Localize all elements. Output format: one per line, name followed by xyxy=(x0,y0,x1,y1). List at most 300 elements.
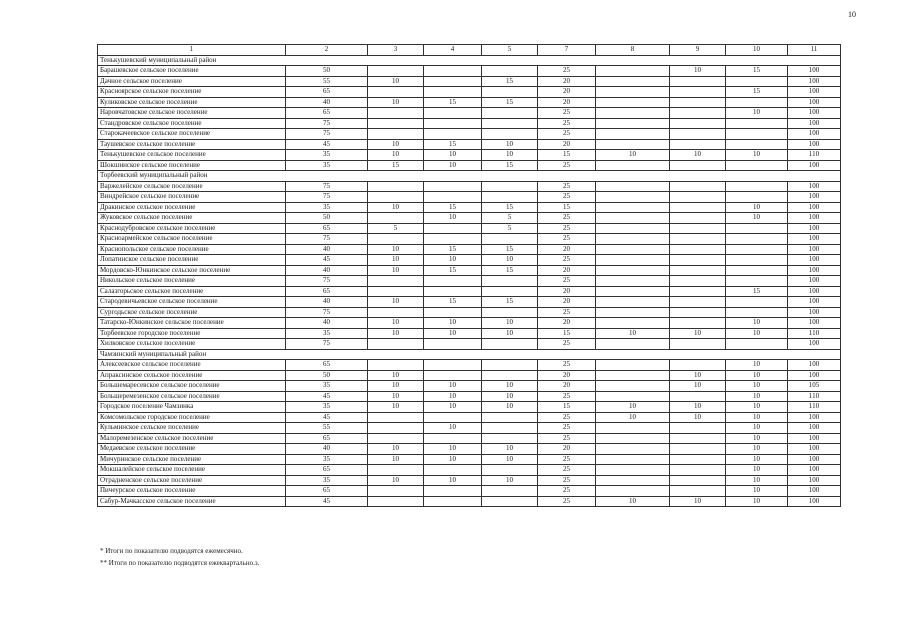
table-cell: 25 xyxy=(538,391,596,402)
table-cell xyxy=(670,433,726,444)
table-cell: 10 xyxy=(726,465,788,476)
table-cell: 10 xyxy=(482,444,538,455)
table-cell: 100 xyxy=(788,423,841,434)
table-cell: 15 xyxy=(538,150,596,161)
settlement-name: Дракинское сельское поселение xyxy=(98,202,286,213)
table-cell xyxy=(596,76,670,87)
table-cell xyxy=(596,297,670,308)
table-cell: 100 xyxy=(788,412,841,423)
settlement-name: Большемаресевское сельское поселение xyxy=(98,381,286,392)
table-row xyxy=(98,286,841,297)
header-cell: 7 xyxy=(538,45,596,56)
table-cell: 10 xyxy=(726,433,788,444)
table-cell xyxy=(726,234,788,245)
table-cell: 75 xyxy=(286,118,368,129)
table-cell: 50 xyxy=(286,213,368,224)
table-row xyxy=(98,465,841,476)
table-cell xyxy=(424,496,482,507)
header-cell: 9 xyxy=(670,45,726,56)
header-cell: 10 xyxy=(726,45,788,56)
settlement-name: Городское поселение Чамзинка xyxy=(98,402,286,413)
table-cell: 10 xyxy=(368,202,424,213)
table-cell: 100 xyxy=(788,234,841,245)
region-row xyxy=(98,349,841,360)
table-cell: 105 xyxy=(788,381,841,392)
table-cell: 40 xyxy=(286,444,368,455)
table-cell: 15 xyxy=(482,202,538,213)
table-cell xyxy=(670,202,726,213)
table-row xyxy=(98,192,841,203)
table-row xyxy=(98,496,841,507)
table-cell: 75 xyxy=(286,234,368,245)
table-cell xyxy=(726,129,788,140)
settlement-name: Торбеевское городское поселение xyxy=(98,328,286,339)
table-cell: 10 xyxy=(726,391,788,402)
table-cell xyxy=(596,423,670,434)
table-cell: 10 xyxy=(726,475,788,486)
table-cell: 10 xyxy=(368,328,424,339)
table-cell: 100 xyxy=(788,223,841,234)
table-cell: 100 xyxy=(788,444,841,455)
settlement-name: Алексеевское сельское поселение xyxy=(98,360,286,371)
table-row xyxy=(98,129,841,140)
table-cell: 15 xyxy=(482,244,538,255)
table-cell xyxy=(424,76,482,87)
table-cell: 110 xyxy=(788,391,841,402)
table-cell xyxy=(670,234,726,245)
table-cell: 25 xyxy=(538,181,596,192)
table-cell xyxy=(596,433,670,444)
table-cell: 15 xyxy=(538,402,596,413)
table-cell: 65 xyxy=(286,286,368,297)
table-cell xyxy=(726,265,788,276)
table-cell: 15 xyxy=(482,76,538,87)
table-cell: 15 xyxy=(538,202,596,213)
table-cell: 25 xyxy=(538,475,596,486)
table-cell: 110 xyxy=(788,402,841,413)
table-cell xyxy=(670,97,726,108)
header-cell: 1 xyxy=(98,45,286,56)
table-cell xyxy=(368,486,424,497)
table-cell: 10 xyxy=(368,97,424,108)
table-cell xyxy=(596,486,670,497)
table-cell: 25 xyxy=(538,423,596,434)
table-cell: 75 xyxy=(286,129,368,140)
table-cell xyxy=(670,297,726,308)
table-cell: 40 xyxy=(286,265,368,276)
table-cell: 45 xyxy=(286,412,368,423)
settlement-name: Краснопольское сельское поселение xyxy=(98,244,286,255)
table-cell xyxy=(596,108,670,119)
table-cell: 25 xyxy=(538,223,596,234)
table-row xyxy=(98,328,841,339)
table-cell: 65 xyxy=(286,433,368,444)
table-cell xyxy=(424,286,482,297)
table-cell: 100 xyxy=(788,475,841,486)
table-cell: 10 xyxy=(726,423,788,434)
table-cell xyxy=(726,118,788,129)
table-row xyxy=(98,486,841,497)
table-cell: 100 xyxy=(788,139,841,150)
table-cell: 100 xyxy=(788,97,841,108)
table-row xyxy=(98,76,841,87)
table-cell xyxy=(368,307,424,318)
table-cell xyxy=(596,265,670,276)
table-cell xyxy=(596,139,670,150)
table-cell: 10 xyxy=(670,66,726,77)
settlement-name: Виндрейское сельское поселение xyxy=(98,192,286,203)
table-cell: 40 xyxy=(286,318,368,329)
settlement-name: Красноярское сельское поселение xyxy=(98,87,286,98)
table-cell: 10 xyxy=(596,150,670,161)
table-cell: 25 xyxy=(538,486,596,497)
settlement-name: Малоремезенское сельское поселение xyxy=(98,433,286,444)
table-cell xyxy=(424,465,482,476)
table-cell: 15 xyxy=(424,297,482,308)
table-cell: 10 xyxy=(424,160,482,171)
table-cell: 10 xyxy=(482,391,538,402)
table-cell xyxy=(596,318,670,329)
table-cell xyxy=(726,76,788,87)
table-cell xyxy=(596,66,670,77)
table-row xyxy=(98,433,841,444)
table-cell xyxy=(670,139,726,150)
table-row xyxy=(98,412,841,423)
table-cell: 75 xyxy=(286,192,368,203)
table-cell: 10 xyxy=(670,381,726,392)
table-cell xyxy=(670,76,726,87)
table-cell xyxy=(424,370,482,381)
table-cell xyxy=(670,286,726,297)
table-cell xyxy=(368,465,424,476)
settlement-name: Шокшинское сельское поселение xyxy=(98,160,286,171)
table-row xyxy=(98,370,841,381)
table-cell: 10 xyxy=(368,454,424,465)
table-cell xyxy=(424,234,482,245)
table-cell: 35 xyxy=(286,328,368,339)
table-row xyxy=(98,454,841,465)
table-cell: 15 xyxy=(482,160,538,171)
table-cell: 10 xyxy=(424,454,482,465)
table-cell: 100 xyxy=(788,370,841,381)
table-cell xyxy=(726,139,788,150)
table-cell: 65 xyxy=(286,223,368,234)
header-cell: 5 xyxy=(482,45,538,56)
table-cell: 15 xyxy=(424,202,482,213)
table-cell: 20 xyxy=(538,318,596,329)
table-cell xyxy=(670,276,726,287)
table-cell: 100 xyxy=(788,192,841,203)
table-cell xyxy=(726,339,788,350)
table-cell: 10 xyxy=(482,318,538,329)
settlement-name: Большеремезенское сельское поселение xyxy=(98,391,286,402)
table-cell: 10 xyxy=(726,381,788,392)
table-cell xyxy=(482,339,538,350)
table-cell xyxy=(368,118,424,129)
settlement-name: Медаевское сельское поселение xyxy=(98,444,286,455)
table-cell xyxy=(368,496,424,507)
table-cell xyxy=(670,181,726,192)
table-cell: 50 xyxy=(286,370,368,381)
settlement-name: Мордовско-Юнкинское сельское поселение xyxy=(98,265,286,276)
table-cell xyxy=(670,444,726,455)
table-cell xyxy=(424,181,482,192)
table-cell xyxy=(482,276,538,287)
table-cell xyxy=(482,370,538,381)
table-cell xyxy=(670,223,726,234)
table-cell: 25 xyxy=(538,234,596,245)
table-cell: 75 xyxy=(286,181,368,192)
table-cell: 75 xyxy=(286,276,368,287)
table-cell xyxy=(670,423,726,434)
table-cell: 100 xyxy=(788,129,841,140)
table-cell xyxy=(596,465,670,476)
table-cell xyxy=(596,381,670,392)
table-cell xyxy=(368,66,424,77)
table-cell xyxy=(424,276,482,287)
table-cell xyxy=(726,223,788,234)
table-cell: 100 xyxy=(788,486,841,497)
table-cell xyxy=(424,433,482,444)
table-cell: 50 xyxy=(286,66,368,77)
table-cell: 35 xyxy=(286,381,368,392)
settlement-name: Никольское сельское поселение xyxy=(98,276,286,287)
settlement-name: Сургодьское сельское поселение xyxy=(98,307,286,318)
table-cell: 100 xyxy=(788,265,841,276)
table-cell: 100 xyxy=(788,244,841,255)
table-cell: 10 xyxy=(368,444,424,455)
table-cell xyxy=(424,360,482,371)
table-row xyxy=(98,444,841,455)
table-cell: 10 xyxy=(368,255,424,266)
table-cell xyxy=(368,129,424,140)
table-cell: 25 xyxy=(538,412,596,423)
table-cell xyxy=(596,286,670,297)
table-row xyxy=(98,223,841,234)
table-cell: 25 xyxy=(538,108,596,119)
table-cell: 40 xyxy=(286,97,368,108)
table-cell xyxy=(424,192,482,203)
table-cell: 10 xyxy=(670,496,726,507)
table-cell: 10 xyxy=(726,496,788,507)
table-row xyxy=(98,276,841,287)
table-cell xyxy=(670,129,726,140)
table-cell: 20 xyxy=(538,97,596,108)
header-cell: 2 xyxy=(286,45,368,56)
table-cell: 10 xyxy=(726,150,788,161)
table-cell: 45 xyxy=(286,391,368,402)
table-cell: 25 xyxy=(538,465,596,476)
table-cell xyxy=(482,181,538,192)
settlement-name: Барашевское сельское поселение xyxy=(98,66,286,77)
table-cell: 25 xyxy=(538,118,596,129)
table-cell: 35 xyxy=(286,454,368,465)
table-cell xyxy=(670,108,726,119)
table-cell: 10 xyxy=(482,454,538,465)
table-cell: 75 xyxy=(286,307,368,318)
settlement-name: Куликовское сельское поселение xyxy=(98,97,286,108)
table-cell: 10 xyxy=(482,475,538,486)
table-cell xyxy=(670,391,726,402)
table-cell: 110 xyxy=(788,328,841,339)
table-cell: 10 xyxy=(368,244,424,255)
settlement-name: Салазгорьское сельское поселение xyxy=(98,286,286,297)
table-cell: 100 xyxy=(788,496,841,507)
table-cell xyxy=(482,486,538,497)
table-cell: 100 xyxy=(788,108,841,119)
table-row xyxy=(98,381,841,392)
table-cell: 10 xyxy=(726,412,788,423)
table-row xyxy=(98,391,841,402)
table-cell xyxy=(726,160,788,171)
table-cell: 75 xyxy=(286,339,368,350)
table-cell: 100 xyxy=(788,318,841,329)
table-cell: 10 xyxy=(424,318,482,329)
table-cell: 55 xyxy=(286,423,368,434)
table-cell xyxy=(726,192,788,203)
settlement-name: Пичеурское сельское поселение xyxy=(98,486,286,497)
region-row xyxy=(98,55,841,66)
table-cell: 10 xyxy=(424,402,482,413)
table-cell xyxy=(482,108,538,119)
table-cell: 15 xyxy=(726,286,788,297)
table-cell xyxy=(670,360,726,371)
table-cell: 10 xyxy=(368,265,424,276)
table-cell xyxy=(482,496,538,507)
table-cell xyxy=(596,339,670,350)
table-cell: 25 xyxy=(538,129,596,140)
table-cell xyxy=(482,465,538,476)
table-cell: 25 xyxy=(538,276,596,287)
header-cell: 3 xyxy=(368,45,424,56)
table-cell: 40 xyxy=(286,244,368,255)
table-row xyxy=(98,244,841,255)
table-cell: 15 xyxy=(726,87,788,98)
table-cell xyxy=(596,307,670,318)
table-cell: 10 xyxy=(596,402,670,413)
settlement-name: Красноармейское сельское поселение xyxy=(98,234,286,245)
table-cell xyxy=(482,66,538,77)
table-cell: 10 xyxy=(424,423,482,434)
table-cell: 65 xyxy=(286,486,368,497)
table-cell: 20 xyxy=(538,139,596,150)
table-cell xyxy=(368,181,424,192)
table-cell: 100 xyxy=(788,87,841,98)
table-cell: 20 xyxy=(538,76,596,87)
settlement-name: Стандровское сельское поселение xyxy=(98,118,286,129)
table-row xyxy=(98,181,841,192)
header-cell: 4 xyxy=(424,45,482,56)
table-cell: 10 xyxy=(670,402,726,413)
table-cell xyxy=(726,255,788,266)
settlement-name: Комсомольское городское поселение xyxy=(98,412,286,423)
table-cell: 100 xyxy=(788,76,841,87)
table-row xyxy=(98,202,841,213)
table-cell xyxy=(670,307,726,318)
table-cell xyxy=(596,475,670,486)
table-cell xyxy=(596,87,670,98)
table-cell xyxy=(726,276,788,287)
table-cell xyxy=(596,391,670,402)
table-cell: 10 xyxy=(596,328,670,339)
table-cell: 10 xyxy=(670,412,726,423)
table-cell xyxy=(596,202,670,213)
table-row xyxy=(98,318,841,329)
table-cell xyxy=(596,244,670,255)
table-cell: 10 xyxy=(424,150,482,161)
table-cell: 10 xyxy=(368,76,424,87)
table-cell: 10 xyxy=(368,150,424,161)
table-cell xyxy=(596,192,670,203)
table-cell: 45 xyxy=(286,496,368,507)
settlement-name: Варжелейское сельское поселение xyxy=(98,181,286,192)
table-cell: 35 xyxy=(286,475,368,486)
table-cell xyxy=(368,360,424,371)
settlement-name: Таушевское сельское поселение xyxy=(98,139,286,150)
settlement-name: Старокачеевское сельское поселение xyxy=(98,129,286,140)
table-cell: 10 xyxy=(368,402,424,413)
table-cell xyxy=(424,87,482,98)
table-cell: 10 xyxy=(726,108,788,119)
table-cell: 10 xyxy=(368,381,424,392)
table-cell: 10 xyxy=(482,139,538,150)
table-cell xyxy=(368,286,424,297)
table-cell: 5 xyxy=(368,223,424,234)
table-cell xyxy=(482,129,538,140)
table-cell: 100 xyxy=(788,66,841,77)
table-cell xyxy=(424,66,482,77)
table-cell: 10 xyxy=(368,475,424,486)
table-cell: 15 xyxy=(368,160,424,171)
table-cell: 10 xyxy=(726,486,788,497)
settlement-name: Тенькушевское сельское поселение xyxy=(98,150,286,161)
table-cell: 10 xyxy=(424,213,482,224)
table-cell: 10 xyxy=(368,297,424,308)
table-cell: 10 xyxy=(726,360,788,371)
table-cell xyxy=(424,108,482,119)
table-cell xyxy=(726,307,788,318)
table-row xyxy=(98,339,841,350)
footnote-monthly: * Итоги по показателю подводятся ежемесячно. xyxy=(100,547,243,555)
region-title: Тенькушевский муниципальный район xyxy=(98,55,841,66)
region-row xyxy=(98,171,841,182)
table-cell: 45 xyxy=(286,255,368,266)
table-cell: 40 xyxy=(286,297,368,308)
table-cell xyxy=(596,444,670,455)
table-cell: 10 xyxy=(368,370,424,381)
table-cell: 20 xyxy=(538,444,596,455)
table-cell: 10 xyxy=(482,402,538,413)
table-cell xyxy=(596,181,670,192)
table-cell xyxy=(596,160,670,171)
region-title: Чамзинский муниципальный район xyxy=(98,349,841,360)
table-row xyxy=(98,265,841,276)
table-cell xyxy=(726,97,788,108)
table-cell xyxy=(424,339,482,350)
table-cell: 55 xyxy=(286,76,368,87)
table-cell: 10 xyxy=(596,412,670,423)
table-cell: 100 xyxy=(788,276,841,287)
table-cell: 100 xyxy=(788,181,841,192)
table-cell xyxy=(596,213,670,224)
settlement-name: Дачное сельское поселение xyxy=(98,76,286,87)
table-cell: 10 xyxy=(670,150,726,161)
table-cell xyxy=(596,234,670,245)
table-cell: 25 xyxy=(538,255,596,266)
table-cell: 10 xyxy=(482,328,538,339)
table-cell xyxy=(670,475,726,486)
settlement-name: Апраксинское сельское поселение xyxy=(98,370,286,381)
